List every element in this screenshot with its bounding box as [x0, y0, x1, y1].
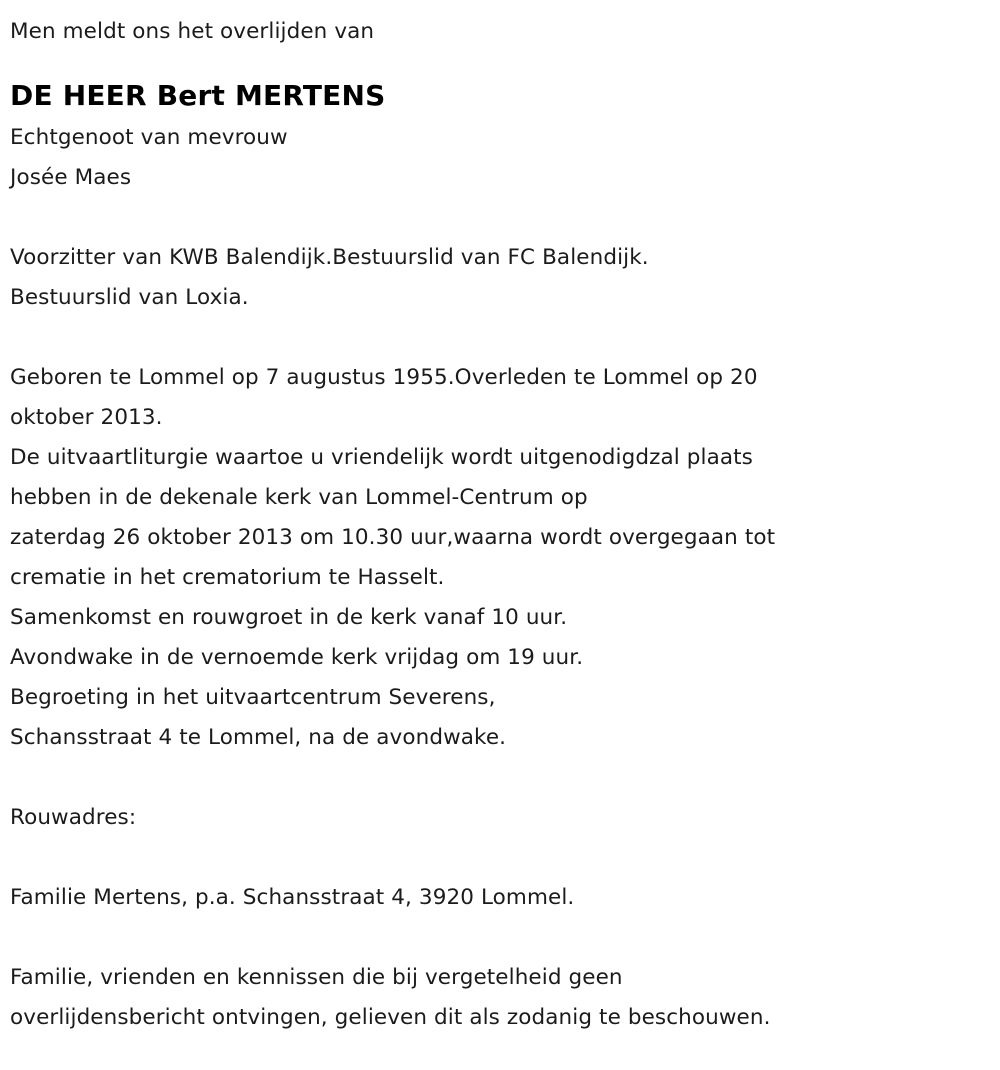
- service-line-8: Schansstraat 4 te Lommel, na de avondwake.: [10, 725, 507, 750]
- service-line-6: Avondwake in de vernoemde kerk vrijdag om 19 uur.: [10, 645, 584, 670]
- spacer-before-mourning-address: [10, 758, 990, 798]
- service-line-1: De uitvaartliturgie waartoe u vriendelijk wordt uitgenodigdzal plaats: [10, 445, 753, 470]
- spacer-before-name: [10, 52, 990, 74]
- role-line-2: Bestuurslid van Loxia.: [10, 285, 249, 310]
- mourning-address-value: Familie Mertens, p.a. Schansstraat 4, 3920 Lommel.: [10, 885, 575, 910]
- spouse-name-line: Josée Maes: [10, 165, 132, 190]
- service-line-7: Begroeting in het uitvaartcentrum Severens,: [10, 685, 496, 710]
- service-line-2: hebben in de dekenale kerk van Lommel-Centrum op: [10, 485, 588, 510]
- mourning-address-label: Rouwadres:: [10, 805, 137, 830]
- closing-line-1: Familie, vrienden en kennissen die bij vergetelheid geen: [10, 965, 623, 990]
- service-line-4: crematie in het crematorium te Hasselt.: [10, 565, 445, 590]
- spouse-intro-line: Echtgenoot van mevrouw: [10, 125, 288, 150]
- spacer-before-closing: [10, 918, 990, 958]
- service-line-5: Samenkomst en rouwgroet in de kerk vanaf 10 uur.: [10, 605, 568, 630]
- closing-line-2: overlijdensbericht ontvingen, gelieven dit als zodanig te beschouwen.: [10, 1005, 771, 1030]
- service-line-3: zaterdag 26 oktober 2013 om 10.30 uur,waarna wordt overgegaan tot: [10, 525, 776, 550]
- role-line-1: Voorzitter van KWB Balendijk.Bestuurslid van FC Balendijk.: [10, 245, 649, 270]
- life-dates-line-2: oktober 2013.: [10, 405, 163, 430]
- spacer-before-roles: [10, 198, 990, 238]
- spacer-before-dates: [10, 318, 990, 358]
- intro-line: Men meldt ons het overlijden van: [10, 19, 375, 44]
- life-dates-line-1: Geboren te Lommel op 7 augustus 1955.Overleden te Lommel op 20: [10, 365, 758, 390]
- deceased-name: DE HEER Bert MERTENS: [10, 79, 386, 112]
- spacer-after-mourning-label: [10, 838, 990, 878]
